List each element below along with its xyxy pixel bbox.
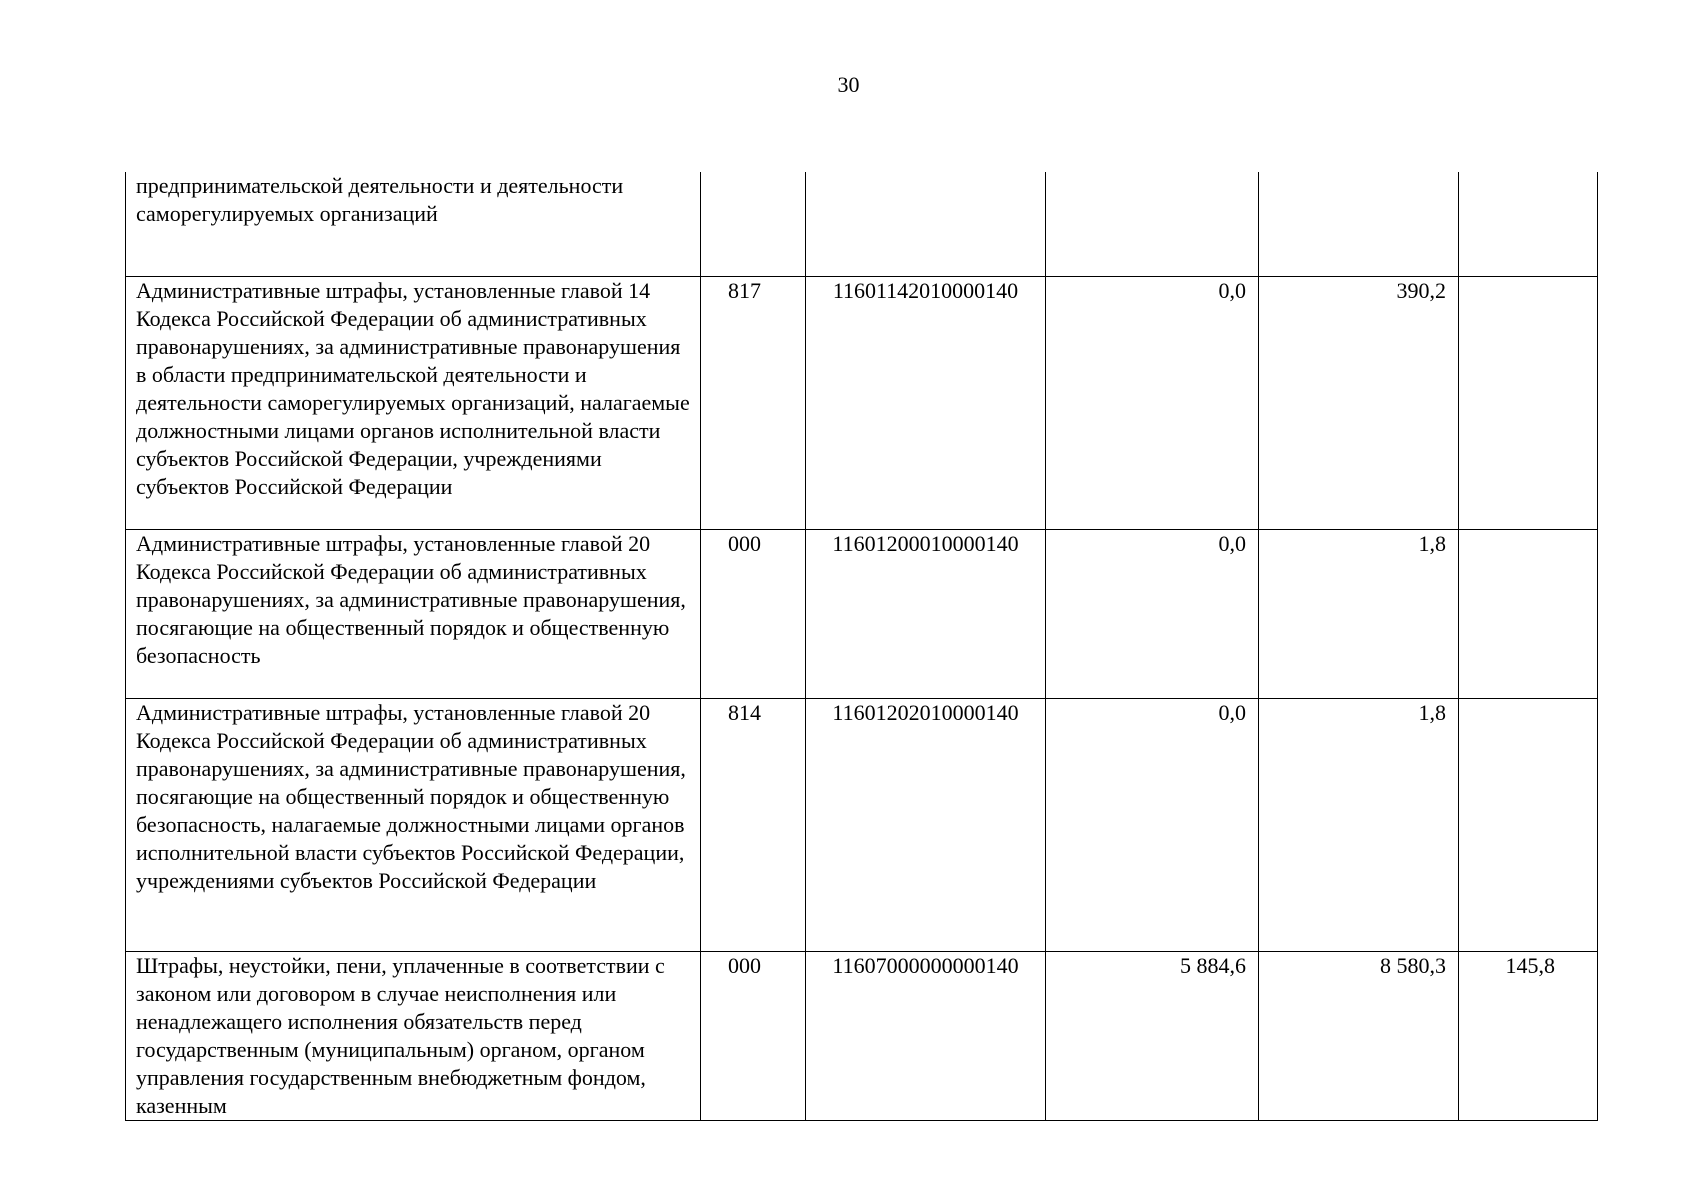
- income-name-cell: [126, 276, 701, 529]
- percent-value-cell: [1459, 172, 1598, 276]
- actual-value-text: 390,2: [1396, 277, 1446, 303]
- admin-code-text: 817: [728, 277, 761, 303]
- table-row: [126, 172, 1598, 276]
- income-name-cell: [126, 698, 701, 951]
- plan-value-cell: [1046, 172, 1259, 276]
- plan-value-text: 0,0: [1218, 277, 1246, 303]
- admin-code-text: 000: [728, 952, 761, 978]
- actual-value-text: 1,8: [1418, 699, 1446, 725]
- plan-value-cell: [1046, 276, 1259, 529]
- percent-value-text: 145,8: [1505, 952, 1555, 978]
- actual-value-cell: [1259, 276, 1459, 529]
- table-row: [126, 529, 1598, 698]
- admin-code-cell: [701, 172, 806, 276]
- page-number: 30: [837, 72, 860, 97]
- actual-value-cell: [1259, 529, 1459, 698]
- admin-code-text: 000: [728, 530, 761, 556]
- budget-code-cell: [806, 698, 1046, 951]
- income-name-text: Административные штрафы, установленные главой 20 Кодекса Российской Федерации об административных правонарушениях, за административные правонарушения, посягающие на общественный порядок и общественную безопасность, налагаемые должностными лицами органов исполнительной власти субъектов Российской Федерации, учреждениями субъектов Российской Федерации: [136, 699, 686, 893]
- revenue-table: [125, 172, 1598, 1121]
- actual-value-cell: [1259, 951, 1459, 1120]
- actual-value-text: 8 580,3: [1380, 952, 1446, 978]
- budget-code-cell: [806, 276, 1046, 529]
- admin-code-cell: [701, 698, 806, 951]
- admin-code-cell: [701, 276, 806, 529]
- table-row: [126, 698, 1598, 951]
- income-name-cell: [126, 529, 701, 698]
- table-row: [126, 951, 1598, 1120]
- actual-value-text: 1,8: [1418, 530, 1446, 556]
- plan-value-text: 0,0: [1218, 699, 1246, 725]
- table-row: [126, 276, 1598, 529]
- budget-code-text: 11601200010000140: [832, 530, 1019, 556]
- income-name-cell: [126, 951, 701, 1120]
- percent-value-cell: [1459, 529, 1598, 698]
- budget-code-text: 11601142010000140: [832, 277, 1019, 303]
- admin-code-cell: [701, 529, 806, 698]
- plan-value-text: 5 884,6: [1180, 952, 1246, 978]
- budget-code-cell: [806, 172, 1046, 276]
- percent-value-cell: [1459, 276, 1598, 529]
- actual-value-cell: [1259, 172, 1459, 276]
- income-name-text: Административные штрафы, установленные главой 20 Кодекса Российской Федерации об административных правонарушениях, за административные правонарушения, посягающие на общественный порядок и общественную безопасность: [136, 530, 686, 668]
- admin-code-text: 814: [728, 699, 761, 725]
- budget-code-text: 11607000000000140: [832, 952, 1019, 978]
- budget-code-text: 11601202010000140: [832, 699, 1019, 725]
- budget-code-cell: [806, 951, 1046, 1120]
- plan-value-cell: [1046, 529, 1259, 698]
- income-name-text: предпринимательской деятельности и деятельности саморегулируемых организаций: [136, 173, 624, 226]
- admin-code-cell: [701, 951, 806, 1120]
- plan-value-text: 0,0: [1218, 530, 1246, 556]
- actual-value-cell: [1259, 698, 1459, 951]
- income-name-cell: [126, 172, 701, 276]
- plan-value-cell: [1046, 951, 1259, 1120]
- budget-code-cell: [806, 529, 1046, 698]
- percent-value-cell: [1459, 698, 1598, 951]
- percent-value-cell: [1459, 951, 1598, 1120]
- income-name-text: Административные штрафы, установленные главой 14 Кодекса Российской Федерации об административных правонарушениях, за административные правонарушения в области предпринимательской деятельности и деятельности саморегулируемых организаций, налагаемые должностными лицами органов исполнительной власти субъектов Российской Федерации, учреждениями субъектов Российской Федерации: [136, 277, 690, 499]
- income-name-text: Штрафы, неустойки, пени, уплаченные в соответствии с законом или договором в случае неисполнения или ненадлежащего исполнения обязательств перед государственным (муниципальным) органом, органом управления государственным внебюджетным фондом, казенным: [136, 952, 665, 1118]
- plan-value-cell: [1046, 698, 1259, 951]
